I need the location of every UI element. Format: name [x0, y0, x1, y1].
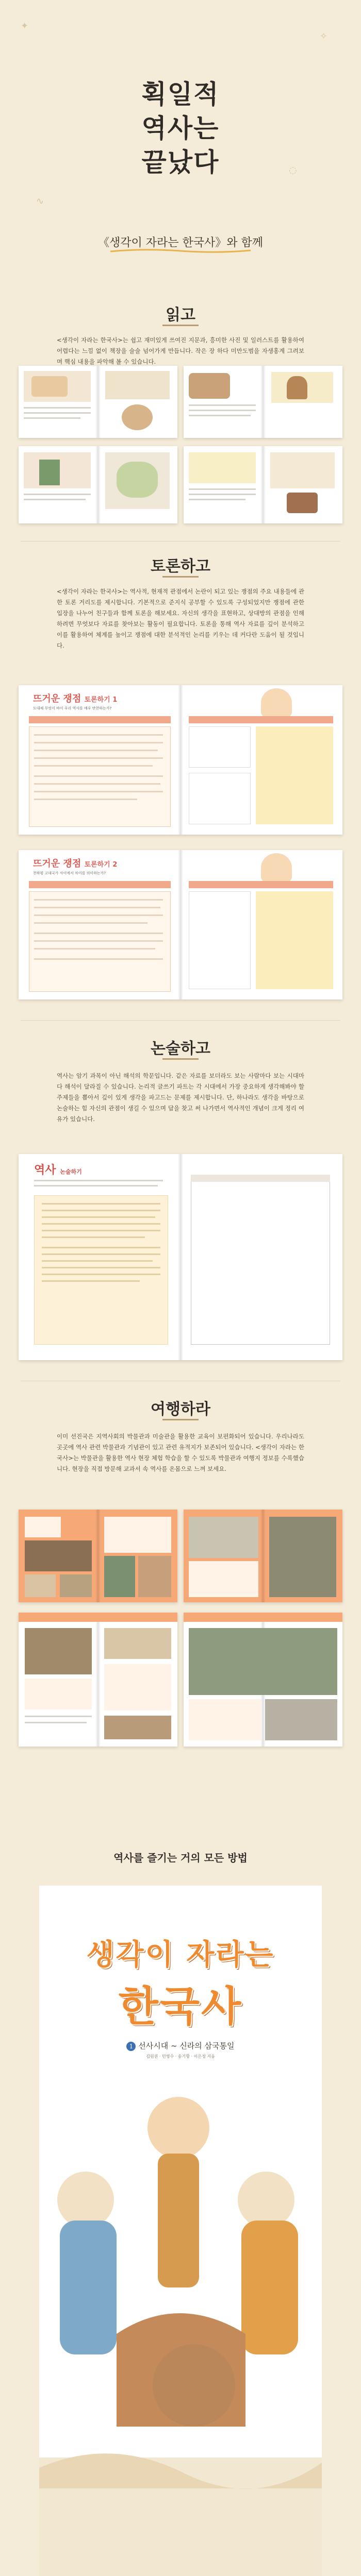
book-spread-read-2 [184, 366, 342, 438]
book-spread-travel-4 [184, 1613, 342, 1747]
book-cover [39, 1886, 322, 2576]
section-title-travel: 여행하라 [151, 1400, 210, 1418]
cover-subtitle [39, 2040, 322, 2051]
book-spread-debate-1 [19, 685, 342, 835]
book-spread-essay [19, 1154, 342, 1360]
section-divider [21, 1020, 340, 1021]
section-underline [162, 325, 199, 326]
illustration-characters [261, 688, 292, 717]
debate-heading-text: 뜨거운 쟁점 [33, 858, 81, 869]
cover-illustration [39, 2066, 322, 2576]
section-title-read: 읽고 [166, 306, 195, 324]
cover-authors: 김원권 · 민영수 · 송기항 · 이은정 지음 [146, 2054, 215, 2059]
section-text-travel: 이미 선진국은 지역사회의 박물관과 미술관을 활용한 교육이 보편화되어 있습니다. 우리나라도 곳곳에 역사 관련 박물관과 기념관이 있고 관련 유적지가 보존되어 있습니다. <생각이 자라는 한국사>는 박물관을 활용한 역사 현장 체험 학습을 할 수 있도록 박물관과 여행지 정보를 수록했습니다. 현장을 직접 방문해 교과서 속 역사를 온몸으로 느껴 보세요. [57, 1433, 304, 1472]
swirl-doodle-icon: ◌ [289, 165, 297, 176]
essay-heading-text: 역사 [34, 1164, 56, 1177]
star-doodle-icon: ✧ [320, 31, 328, 42]
cover-title-line1: 생각이 자라는 [86, 1938, 275, 1972]
section-text-read: <생각이 자라는 한국사>는 쉽고 재미있게 쓰여진 지문과, 흥미한 사진 및 일러스트를 활용하여 어렵다는 느낌 없이 책장을 술술 넘어가게 만듭니다. 작은 장 하다 미만도범을 자생홍계 그려보며 핵심 내용을 파악해 볼 수 있습니다. [57, 336, 304, 365]
essay-heading [34, 1161, 82, 1177]
hero-title [0, 77, 361, 179]
debate-tag: 토론하기 2 [84, 861, 118, 869]
section-underline [162, 576, 199, 578]
hero-title-line: 끝났다 [141, 147, 220, 177]
cover-subtitle-text: 선사시대 ~ 신라의 삼국통일 [138, 2041, 235, 2050]
hero-title-line: 획일적 [141, 79, 220, 109]
debate-question: 천하평 고대국가 사이에서 차이를 의미하는가? [33, 871, 106, 875]
volume-badge: 1 [126, 2042, 136, 2051]
illustration-characters [261, 853, 292, 882]
book-spread-read-3 [19, 446, 177, 523]
essay-tag: 논술하기 [60, 1168, 82, 1175]
book-spread-read-4 [184, 446, 342, 523]
debate-heading-text: 뜨거운 쟁점 [33, 693, 81, 704]
section-title-essay: 논술하고 [151, 1040, 210, 1058]
cover-title-line2: 한국사 [118, 1982, 243, 2030]
section-underline [162, 1419, 199, 1420]
swirl-doodle-icon: ∿ [36, 196, 44, 207]
book-spread-travel-3 [19, 1613, 177, 1747]
book-spread-read-1 [19, 366, 177, 438]
method-title: 역사를 즐기는 거의 모든 방법 [113, 1852, 248, 1864]
debate-heading [33, 691, 117, 705]
book-spread-debate-2 [19, 850, 342, 999]
hero-title-line: 역사는 [141, 113, 220, 143]
underline-decoration [108, 247, 253, 255]
section-title-debate: 토론하고 [151, 557, 210, 575]
section-underline [162, 1058, 199, 1060]
debate-question: 도대체 무엇이 바이 우리 역사를 매우 반찬하는가? [33, 706, 112, 710]
book-spread-travel-2 [184, 1510, 342, 1602]
debate-heading [33, 856, 117, 870]
book-spread-travel-1 [19, 1510, 177, 1602]
hero-subtitle: 《생각이 자라는 한국사》와 함께 [97, 236, 263, 249]
section-text-essay: 역사는 암기 과목이 아닌 해석의 학문입니다. 같은 자료를 보더라도 보는 사람마다 보는 시대마다 해석이 달라질 수 있습니다. 논리적 글쓰기 파트는 각 시대에서 가장 중요하게 생각해봐야 할 주제들을 뽑아서 깊이 있게 생각을 파고드는 문제를 제시합니다. 단, 하나라도 생각을 바탕으로 논술하는 힘 자신의 관점이 생길 수 있으며 답을 찾고 써 나가면서 역사적인 개념이 크게 정리 여유가 있습니다. [57, 1072, 304, 1123]
essay-writing-area [191, 1175, 330, 1345]
section-text-debate: <생각이 자라는 한국사>는 역사적, 현재적 관점에서 논란이 되고 있는 쟁점의 주요 내용들에 관한 토론 거리도를 제시합니다. 기본적으로 준지식 공부할 수 있도록 구성되었지만 쟁점에 관한 입장을 나누어 친구들과 함께 토론을 해보세요. 자신의 생각을 표현하고, 상대방의 관점을 인해하려면 무엇보다 자료를 찾아보는 활동이 필요합니다. 토론을 통해 역사 자료를 깊이 분석하고 이를 활용하여 체계를 높이고 쟁점에 대한 분석적인 논리를 키우는 데 커다란 도움이 될 것입니다. [57, 588, 304, 649]
debate-tag: 토론하기 1 [84, 696, 118, 704]
star-doodle-icon: ✦ [21, 21, 29, 31]
